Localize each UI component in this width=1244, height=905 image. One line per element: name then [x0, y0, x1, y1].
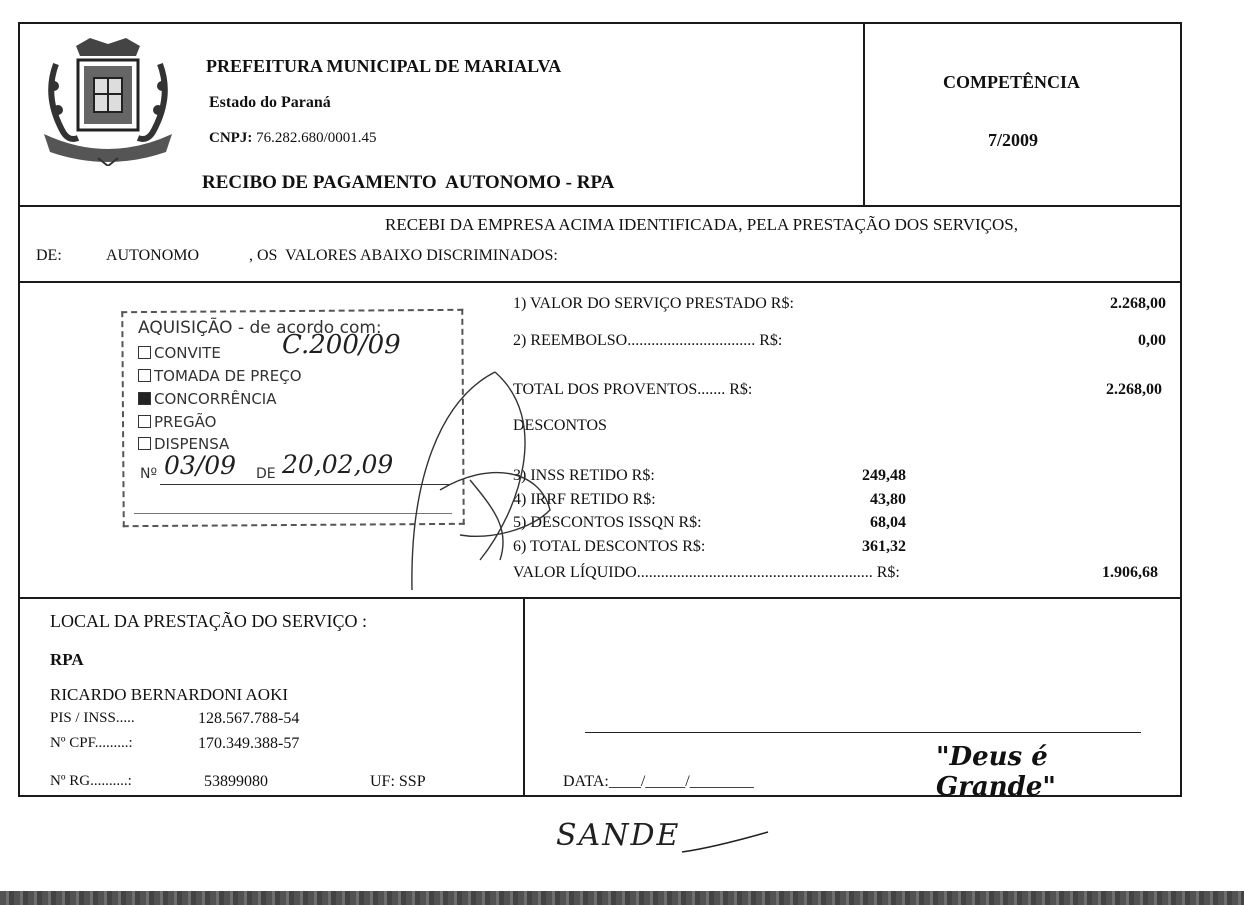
stamp-date-handwritten: 20,02,09 — [282, 450, 394, 479]
process-number-handwritten: 03/09 — [164, 451, 237, 480]
competencia-value: 7/2009 — [988, 130, 1039, 150]
reembolso-value: 0,00 — [1138, 332, 1166, 349]
stamp-no-label: Nº — [140, 466, 158, 482]
signature-scribble — [400, 360, 600, 600]
deduction-label: 5) DESCONTOS ISSQN R$: — [513, 514, 702, 531]
competencia-label: COMPETÊNCIA — [943, 72, 1081, 92]
intro-line-1: RECEBI DA EMPRESA ACIMA IDENTIFICADA, PELA PRESTAÇÃO DOS SERVIÇOS, — [385, 215, 1018, 234]
signature-line — [585, 732, 1141, 733]
stamp-option-pregao — [138, 413, 216, 431]
pis-label: PIS / INSS..... — [50, 710, 135, 726]
de-label: DE: — [36, 247, 62, 264]
data-field: DATA:____/_____/________ — [563, 773, 754, 790]
rg-value: 53899080 — [204, 773, 268, 790]
deduction-label: 3) INSS RETIDO R$: — [513, 467, 655, 484]
rg-label: Nº RG..........: — [50, 773, 132, 789]
motto-text: "Deus é Grande" — [936, 742, 1056, 802]
descontos-label: DESCONTOS — [513, 417, 607, 434]
org-name: PREFEITURA MUNICIPAL DE MARIALVA — [206, 56, 562, 76]
servico-value: 2.268,00 — [1110, 295, 1166, 312]
reembolso-label: 2) REEMBOLSO................................ R$: — [513, 332, 783, 349]
local-value: RPA — [50, 650, 84, 669]
checked-checkbox-icon — [138, 392, 151, 405]
cnpj-value: 76.282.680/0001.45 — [256, 130, 377, 146]
uf-value: SSP — [398, 773, 426, 790]
state-name: Estado do Paraná — [209, 94, 331, 111]
intro-bottom-rule — [18, 281, 1182, 283]
option-label: CONCORRÊNCIA — [154, 390, 277, 408]
option-label: DISPENSA — [154, 435, 230, 453]
stamp-option-convite — [138, 344, 221, 362]
liquido-value: 1.906,68 — [1102, 564, 1158, 581]
option-label: CONVITE — [154, 344, 221, 362]
checkbox-icon — [138, 437, 151, 450]
deduction-value: 43,80 — [870, 491, 906, 508]
uf-label: UF: — [370, 773, 395, 790]
scan-bottom-edge — [0, 891, 1244, 905]
stamp-option-tomada — [138, 367, 302, 385]
handwritten-signature: SANDE — [556, 818, 681, 853]
stamp-option-concorrencia — [138, 390, 276, 408]
cnpj-label: CNPJ: — [209, 130, 253, 146]
de-value: AUTONOMO — [106, 247, 200, 264]
stamp-heading: AQUISIÇÃO - de acordo com: — [138, 318, 382, 338]
total-proventos-label: TOTAL DOS PROVENTOS....... R$: — [513, 381, 753, 398]
deduction-value: 361,32 — [862, 538, 906, 555]
deduction-value: 249,48 — [862, 467, 906, 484]
option-label: PREGÃO — [154, 413, 217, 431]
person-name: RICARDO BERNARDONI AOKI — [50, 685, 289, 704]
intro-line-2: , OS VALORES ABAIXO DISCRIMINADOS: — [249, 247, 558, 264]
checkbox-icon — [138, 415, 151, 428]
signature-tail-stroke — [680, 826, 770, 856]
stamp-de-label: DE — [256, 466, 276, 482]
option-label: TOMADA DE PREÇO — [154, 367, 302, 385]
uf-field — [370, 773, 426, 791]
header-bottom-rule — [18, 205, 1182, 207]
values-bottom-rule — [18, 597, 1182, 599]
cpf-value: 170.349.388-57 — [198, 735, 300, 752]
total-proventos-value: 2.268,00 — [1106, 381, 1162, 398]
cnpj-line — [209, 130, 377, 147]
header-divider — [863, 22, 865, 206]
deduction-value: 68,04 — [870, 514, 906, 531]
deduction-label: 6) TOTAL DESCONTOS R$: — [513, 538, 706, 555]
coat-of-arms-logo — [38, 34, 178, 166]
checkbox-icon — [138, 369, 151, 382]
receipt-title: RECIBO DE PAGAMENTO AUTONOMO - RPA — [202, 172, 615, 193]
servico-label: 1) VALOR DO SERVIÇO PRESTADO R$: — [513, 295, 794, 312]
checkbox-icon — [138, 346, 151, 359]
deduction-label: 4) IRRF RETIDO R$: — [513, 491, 656, 508]
convite-handwritten: C.200/09 — [282, 330, 401, 360]
footer-divider — [523, 597, 525, 797]
liquido-label: VALOR LÍQUIDO........................................................... R$: — [513, 564, 900, 581]
pis-value: 128.567.788-54 — [198, 710, 300, 727]
local-label: LOCAL DA PRESTAÇÃO DO SERVIÇO : — [50, 611, 367, 631]
cpf-label: Nº CPF.........: — [50, 735, 133, 751]
